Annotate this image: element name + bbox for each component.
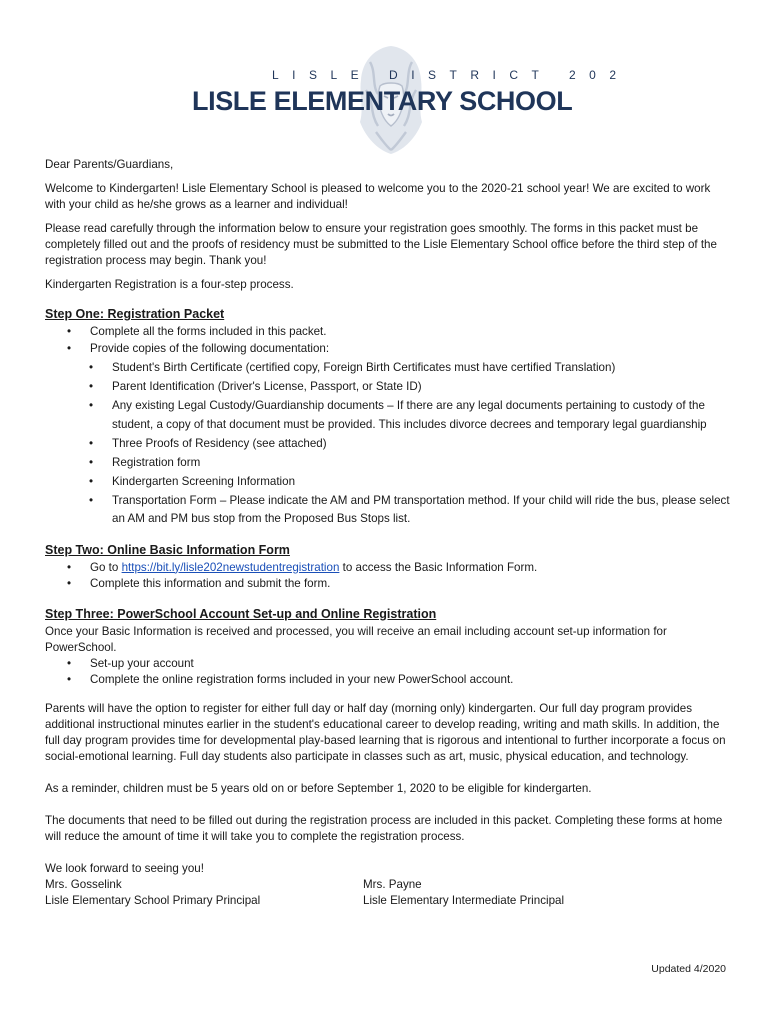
updated-date: Updated 4/2020	[651, 963, 726, 975]
step-three-heading: Step Three: PowerSchool Account Set-up and Online Registration	[45, 606, 437, 621]
step-two-heading: Step Two: Online Basic Information Form	[45, 542, 290, 557]
documents-paragraph: The documents that need to be filled out during the registration process are included in this packet. Completing these forms at home will reduce the amount of time it will take you to complete the registration process.	[45, 813, 723, 843]
list-item: • Three Proofs of Residency (see attached)	[45, 435, 730, 454]
age-reminder-paragraph: As a reminder, children must be 5 years old on or before September 1, 2020 to be eligible for kindergarten.	[45, 781, 592, 795]
registration-link[interactable]: https://bit.ly/lisle202newstudentregistration	[121, 560, 340, 574]
school-name: LISLE ELEMENTARY SCHOOL	[192, 86, 573, 116]
intro-paragraph: Kindergarten Registration is a four-step process.	[45, 278, 294, 291]
step-two-list	[45, 560, 730, 593]
link-suffix: to access the Basic Information Form.	[339, 560, 538, 574]
list-item: • Any existing Legal Custody/Guardianship documents – If there are any legal documents pertaining to custody of the student, a copy of that document must be provided. This includes divorce decrees and temporary legal guardianship	[45, 397, 730, 434]
list-item: • Complete the online registration forms included in your new PowerSchool account.	[45, 672, 730, 689]
list-item: • Registration form	[45, 454, 730, 473]
list-item: • Kindergarten Screening Information	[45, 473, 730, 492]
salutation: Dear Parents/Guardians,	[45, 158, 174, 171]
signer-name: Mrs. Gosselink	[45, 877, 122, 891]
step-one-heading: Step One: Registration Packet	[45, 307, 225, 321]
list-item	[45, 560, 730, 577]
signature-left	[45, 877, 363, 909]
program-paragraph: Parents will have the option to register for either full day or half day (morning only) kindergarten. Our full day program provides additional instructional minutes earlier in the student's educational career to develop reading, writing and math skills. In addition, the full day program provides time for developmental play-based learning that is rigorous and intentional to further incorporate a focus on social-emotional learning. Full day students also participate in classes such as art, music, physical education, and technology.	[45, 701, 726, 763]
documentation-list	[90, 359, 730, 529]
list-item: • Complete this information and submit the form.	[45, 576, 730, 593]
intro-paragraph: Please read carefully through the information below to ensure your registration goes smoothly. The forms in this packet must be completely filled out and the proofs of residency must be submitted to the Lisle Elementary School office before the third step of the registration process may begin. Thank you!	[45, 222, 717, 267]
closing-line: We look forward to seeing you!	[45, 861, 204, 875]
letter-body	[45, 157, 730, 909]
list-item: • Complete all the forms included in this packet.	[45, 324, 730, 341]
step-three-intro: Once your Basic Information is received and processed, you will receive an email including account set-up information for PowerSchool.	[45, 624, 667, 654]
list-item: • Parent Identification (Driver's License, Passport, or State ID)	[45, 378, 730, 397]
step-three-list	[45, 656, 730, 689]
list-item-text: Provide copies of the following documentation:	[90, 341, 330, 355]
list-item: • Student's Birth Certificate (certified copy, Foreign Birth Certificates must have certified Translation)	[45, 359, 730, 378]
district-name: LISLE DISTRICT 202	[272, 68, 630, 82]
intro-paragraph: Welcome to Kindergarten! Lisle Elementary School is pleased to welcome you to the 2020-21 school year! We are excited to work with your child as he/she grows as a learner and individual!	[45, 182, 711, 211]
signer-title: Lisle Elementary School Primary Principal	[45, 893, 261, 907]
list-item: • Transportation Form – Please indicate the AM and PM transportation method. If your child will ride the bus, please select an AM and PM bus stop from the Proposed Bus Stops list.	[45, 492, 730, 529]
signature-block	[45, 877, 730, 909]
list-item: • Set-up your account	[45, 656, 730, 673]
school-header	[0, 40, 770, 160]
signature-right	[363, 877, 663, 909]
link-prefix: Go to	[90, 560, 122, 574]
step-one-list	[45, 324, 730, 529]
signer-name: Mrs. Payne	[363, 877, 422, 891]
signer-title: Lisle Elementary Intermediate Principal	[363, 893, 565, 907]
list-item	[45, 341, 730, 529]
